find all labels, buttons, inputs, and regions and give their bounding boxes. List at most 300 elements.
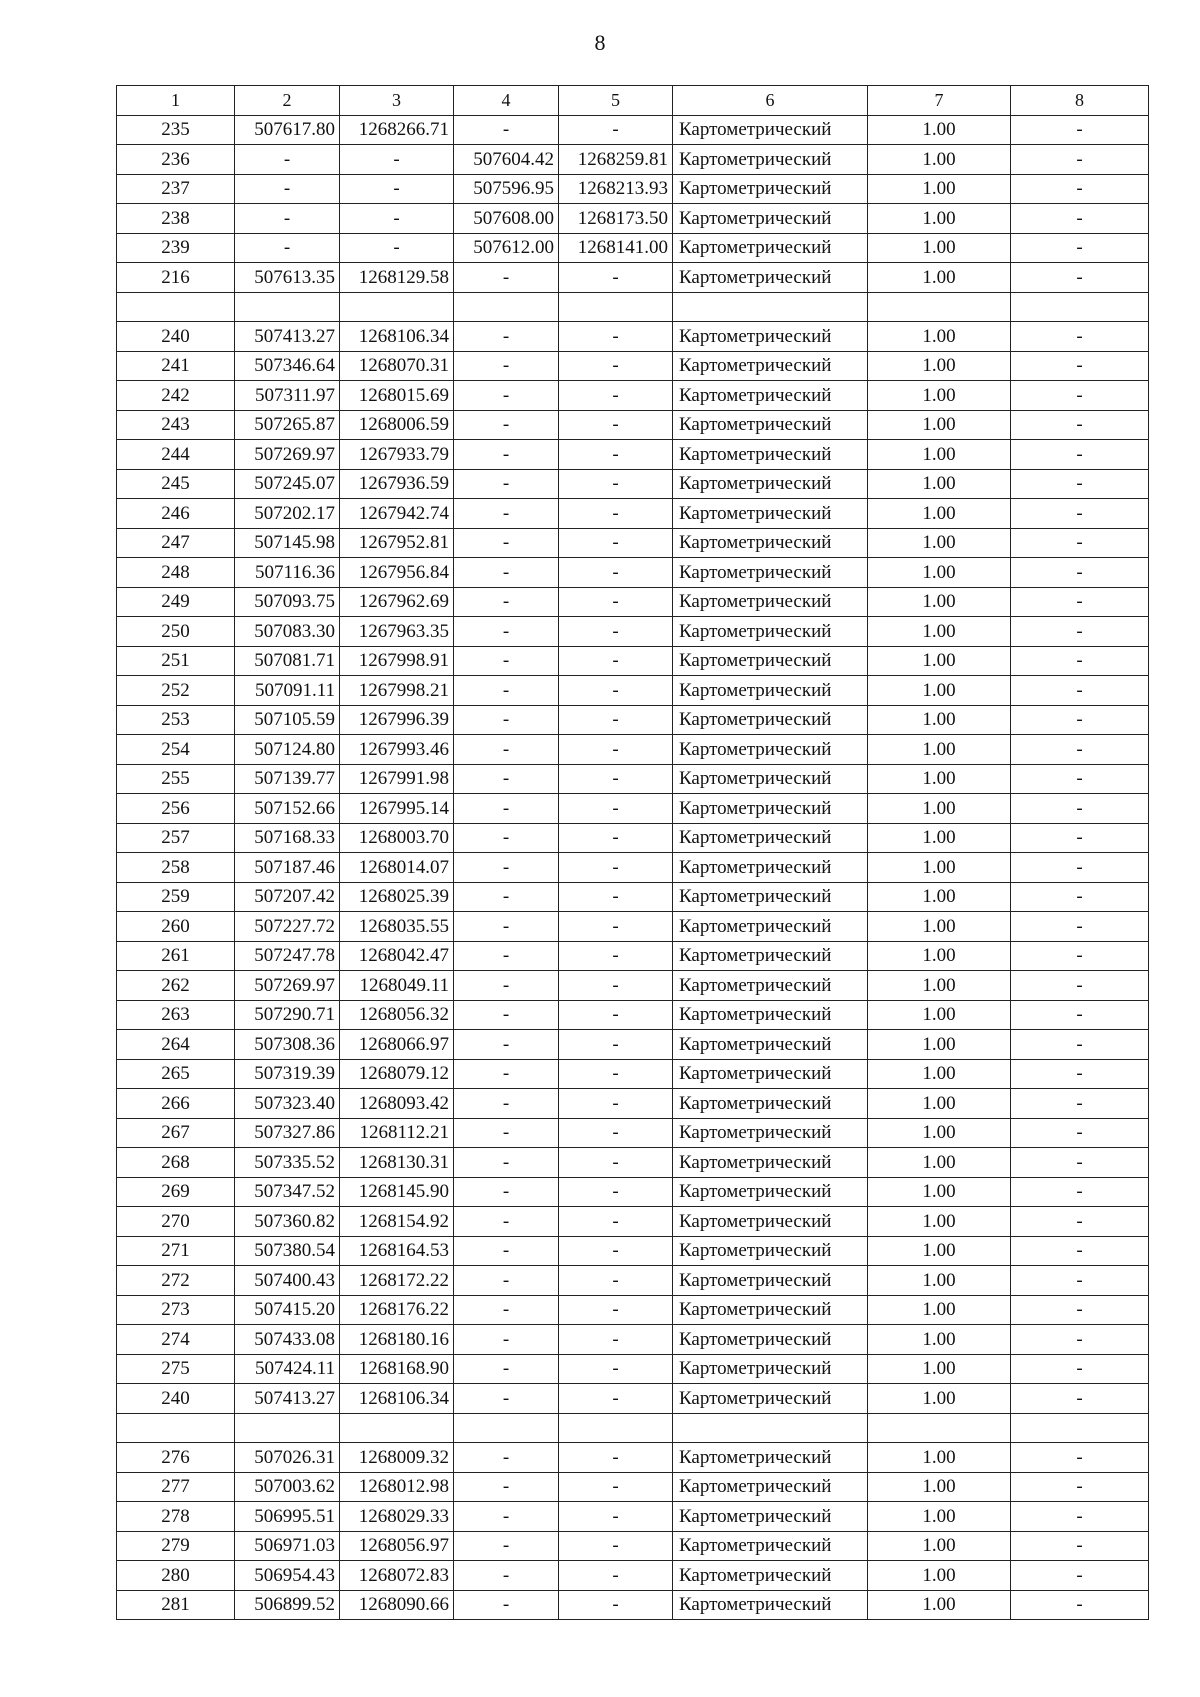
table-cell: - <box>559 1089 673 1119</box>
table-row <box>117 292 1149 322</box>
table-cell: 1268154.92 <box>340 1207 454 1237</box>
table-cell: 252 <box>117 676 235 706</box>
table-cell: - <box>340 233 454 263</box>
table-cell: Картометрический <box>673 764 868 794</box>
table-cell: 1268180.16 <box>340 1325 454 1355</box>
table-cell: 1268130.31 <box>340 1148 454 1178</box>
table-row <box>117 1000 1149 1030</box>
table-row <box>117 735 1149 765</box>
table-cell: - <box>559 1207 673 1237</box>
table-cell: 235 <box>117 115 235 145</box>
table-cell: - <box>454 499 559 529</box>
table-cell: - <box>454 912 559 942</box>
table-cell: - <box>1011 528 1149 558</box>
table-row <box>117 558 1149 588</box>
table-cell: Картометрический <box>673 233 868 263</box>
table-cell: Картометрический <box>673 1177 868 1207</box>
table-cell: 264 <box>117 1030 235 1060</box>
table-row <box>117 794 1149 824</box>
table-cell: - <box>454 1531 559 1561</box>
table-cell: Картометрический <box>673 587 868 617</box>
table-cell: - <box>454 115 559 145</box>
table-cell: - <box>559 1030 673 1060</box>
table-cell: 1.00 <box>868 705 1011 735</box>
table-row <box>117 1207 1149 1237</box>
table-cell: 1268112.21 <box>340 1118 454 1148</box>
table-cell: 1268012.98 <box>340 1472 454 1502</box>
table-cell: 1.00 <box>868 1266 1011 1296</box>
table-cell: 276 <box>117 1443 235 1473</box>
table-row <box>117 1325 1149 1355</box>
table-cell: 506995.51 <box>235 1502 340 1532</box>
table-cell: - <box>559 410 673 440</box>
table-cell: 1.00 <box>868 1295 1011 1325</box>
table-cell: 254 <box>117 735 235 765</box>
table-cell: - <box>454 1325 559 1355</box>
table-cell: 1.00 <box>868 440 1011 470</box>
table-cell: Картометрический <box>673 1443 868 1473</box>
table-cell: 1.00 <box>868 1502 1011 1532</box>
table-cell: 507617.80 <box>235 115 340 145</box>
table-row <box>117 1502 1149 1532</box>
table-cell: Картометрический <box>673 676 868 706</box>
table-cell: - <box>454 705 559 735</box>
table-cell: 1.00 <box>868 1354 1011 1384</box>
table-cell: - <box>454 971 559 1001</box>
table-cell: 1268176.22 <box>340 1295 454 1325</box>
table-cell: 256 <box>117 794 235 824</box>
table-cell: - <box>454 646 559 676</box>
column-header: 2 <box>235 86 340 116</box>
table-cell: - <box>559 1561 673 1591</box>
table-cell: - <box>454 1266 559 1296</box>
table-cell: 507311.97 <box>235 381 340 411</box>
table-cell: - <box>454 1000 559 1030</box>
table-cell: 239 <box>117 233 235 263</box>
table-cell <box>454 292 559 322</box>
table-row <box>117 1590 1149 1620</box>
table-cell: Картометрический <box>673 646 868 676</box>
table-cell: Картометрический <box>673 1502 868 1532</box>
table-cell: 1268003.70 <box>340 823 454 853</box>
table-cell: - <box>1011 587 1149 617</box>
table-cell: 253 <box>117 705 235 735</box>
table-cell: 1.00 <box>868 1325 1011 1355</box>
table-cell: 507433.08 <box>235 1325 340 1355</box>
table-cell: 236 <box>117 145 235 175</box>
table-cell: - <box>454 322 559 352</box>
table-cell: Картометрический <box>673 912 868 942</box>
table-cell: - <box>454 263 559 293</box>
table-cell: 1268009.32 <box>340 1443 454 1473</box>
table-cell: - <box>454 764 559 794</box>
table-cell: 1268035.55 <box>340 912 454 942</box>
column-header: 8 <box>1011 86 1149 116</box>
table-cell: - <box>1011 882 1149 912</box>
table-cell: Картометрический <box>673 1561 868 1591</box>
table-cell: - <box>1011 941 1149 971</box>
table-cell: 507424.11 <box>235 1354 340 1384</box>
table-cell: - <box>340 204 454 234</box>
table-cell: 1267936.59 <box>340 469 454 499</box>
table-cell: - <box>454 1177 559 1207</box>
table-cell: 507152.66 <box>235 794 340 824</box>
table-cell: - <box>454 941 559 971</box>
table-cell <box>117 292 235 322</box>
table-cell: - <box>559 1266 673 1296</box>
table-cell: - <box>454 1502 559 1532</box>
table-cell: - <box>559 1325 673 1355</box>
table-cell: - <box>454 823 559 853</box>
table-cell: 1.00 <box>868 587 1011 617</box>
table-cell: 266 <box>117 1089 235 1119</box>
table-cell: - <box>559 1531 673 1561</box>
table-cell: 507360.82 <box>235 1207 340 1237</box>
table-cell: Картометрический <box>673 1325 868 1355</box>
table-cell: 279 <box>117 1531 235 1561</box>
table-cell: 507269.97 <box>235 971 340 1001</box>
table-cell: 277 <box>117 1472 235 1502</box>
table-cell: Картометрический <box>673 263 868 293</box>
table-cell: - <box>1011 705 1149 735</box>
table-cell: 506971.03 <box>235 1531 340 1561</box>
table-cell: - <box>559 941 673 971</box>
table-cell: - <box>1011 794 1149 824</box>
table-cell: - <box>1011 174 1149 204</box>
table-cell: - <box>559 823 673 853</box>
table-cell: - <box>454 1443 559 1473</box>
table-cell: 1.00 <box>868 115 1011 145</box>
table-cell: - <box>559 1295 673 1325</box>
table-cell: 1267996.39 <box>340 705 454 735</box>
table-cell: - <box>235 204 340 234</box>
table-cell: 238 <box>117 204 235 234</box>
table-cell: 1.00 <box>868 1236 1011 1266</box>
column-header: 7 <box>868 86 1011 116</box>
table-cell: 274 <box>117 1325 235 1355</box>
table-cell: 1268093.42 <box>340 1089 454 1119</box>
table-cell: 1267963.35 <box>340 617 454 647</box>
table-row <box>117 1059 1149 1089</box>
table-cell: 507415.20 <box>235 1295 340 1325</box>
table-row <box>117 587 1149 617</box>
table-cell: 507613.35 <box>235 263 340 293</box>
table-cell: 1.00 <box>868 469 1011 499</box>
table-row <box>117 174 1149 204</box>
table-cell: 1267991.98 <box>340 764 454 794</box>
table-cell: Картометрический <box>673 322 868 352</box>
table-cell: - <box>1011 1207 1149 1237</box>
table-cell: - <box>1011 1325 1149 1355</box>
table-cell: 249 <box>117 587 235 617</box>
table-cell: 1268066.97 <box>340 1030 454 1060</box>
table-cell: - <box>454 1148 559 1178</box>
table-cell: 507335.52 <box>235 1148 340 1178</box>
table-cell: 1267942.74 <box>340 499 454 529</box>
column-header: 1 <box>117 86 235 116</box>
table-cell: 1.00 <box>868 882 1011 912</box>
table-cell: - <box>1011 1472 1149 1502</box>
table-row <box>117 204 1149 234</box>
table-cell <box>559 292 673 322</box>
table-cell: 1268090.66 <box>340 1590 454 1620</box>
table-cell: 1268106.34 <box>340 1384 454 1414</box>
table-cell: 1.00 <box>868 558 1011 588</box>
table-cell: - <box>454 1472 559 1502</box>
table-cell: - <box>559 1000 673 1030</box>
table-cell: Картометрический <box>673 882 868 912</box>
table-cell: 507245.07 <box>235 469 340 499</box>
table-cell: 507083.30 <box>235 617 340 647</box>
table-row <box>117 1266 1149 1296</box>
table-cell: - <box>559 1118 673 1148</box>
table-cell: 1267962.69 <box>340 587 454 617</box>
table-cell: Картометрический <box>673 1207 868 1237</box>
table-cell: - <box>454 617 559 647</box>
table-cell: 1268056.32 <box>340 1000 454 1030</box>
table-cell: - <box>454 1030 559 1060</box>
page-number: 8 <box>594 30 606 55</box>
table-cell: - <box>1011 1236 1149 1266</box>
table-cell: - <box>1011 1030 1149 1060</box>
table-cell: 1.00 <box>868 1384 1011 1414</box>
table-cell: 507091.11 <box>235 676 340 706</box>
table-cell: - <box>1011 1531 1149 1561</box>
table-cell: Картометрический <box>673 1266 868 1296</box>
table-cell: 507265.87 <box>235 410 340 440</box>
table-cell: 1268072.83 <box>340 1561 454 1591</box>
table-cell: 1268014.07 <box>340 853 454 883</box>
table-row <box>117 1531 1149 1561</box>
table-cell: - <box>454 440 559 470</box>
table-cell: - <box>559 528 673 558</box>
table-cell: 507269.97 <box>235 440 340 470</box>
table-cell: Картометрический <box>673 1531 868 1561</box>
table-cell: 1267956.84 <box>340 558 454 588</box>
table-cell: 1.00 <box>868 1207 1011 1237</box>
table-cell: 257 <box>117 823 235 853</box>
table-cell: 250 <box>117 617 235 647</box>
column-header: 6 <box>673 86 868 116</box>
table-cell: - <box>1011 1590 1149 1620</box>
table-cell: 278 <box>117 1502 235 1532</box>
table-cell: 1268079.12 <box>340 1059 454 1089</box>
table-cell: - <box>1011 1354 1149 1384</box>
table-cell: 281 <box>117 1590 235 1620</box>
table-cell: 507323.40 <box>235 1089 340 1119</box>
table-cell: 1268129.58 <box>340 263 454 293</box>
table-cell: Картометрический <box>673 1089 868 1119</box>
table-cell: Картометрический <box>673 1384 868 1414</box>
table-cell: Картометрический <box>673 1000 868 1030</box>
table-cell: Картометрический <box>673 853 868 883</box>
table-cell: - <box>559 646 673 676</box>
table-row <box>117 1030 1149 1060</box>
table-cell: - <box>1011 1148 1149 1178</box>
table-cell: - <box>454 410 559 440</box>
table-cell: - <box>559 882 673 912</box>
table-cell: - <box>1011 1384 1149 1414</box>
table-cell: 263 <box>117 1000 235 1030</box>
table-cell: Картометрический <box>673 705 868 735</box>
table-cell: 1268106.34 <box>340 322 454 352</box>
table-cell: - <box>1011 617 1149 647</box>
table-cell: - <box>454 1295 559 1325</box>
table-cell: 1.00 <box>868 410 1011 440</box>
table-cell: Картометрический <box>673 1472 868 1502</box>
table-row <box>117 1413 1149 1443</box>
table-row <box>117 646 1149 676</box>
table-cell: 507105.59 <box>235 705 340 735</box>
table-cell <box>1011 1413 1149 1443</box>
table-cell: - <box>559 764 673 794</box>
table-cell: - <box>559 381 673 411</box>
table-cell: 1.00 <box>868 145 1011 175</box>
table-cell: Картометрический <box>673 1059 868 1089</box>
table-cell: 506954.43 <box>235 1561 340 1591</box>
table-cell: 240 <box>117 322 235 352</box>
table-cell: 507612.00 <box>454 233 559 263</box>
table-cell: - <box>559 115 673 145</box>
table-cell: 507168.33 <box>235 823 340 853</box>
table-cell <box>340 292 454 322</box>
table-cell: 507380.54 <box>235 1236 340 1266</box>
table-cell <box>673 292 868 322</box>
table-cell: - <box>1011 1000 1149 1030</box>
table-cell: 1268168.90 <box>340 1354 454 1384</box>
table-row <box>117 1295 1149 1325</box>
table-cell: Картометрический <box>673 115 868 145</box>
table-cell: 1268006.59 <box>340 410 454 440</box>
table-cell: 1268145.90 <box>340 1177 454 1207</box>
table-cell: 507308.36 <box>235 1030 340 1060</box>
table-cell: 241 <box>117 351 235 381</box>
table-row <box>117 440 1149 470</box>
table-cell: - <box>454 1236 559 1266</box>
table-cell: - <box>559 1472 673 1502</box>
table-cell: - <box>1011 823 1149 853</box>
table-cell: 507346.64 <box>235 351 340 381</box>
table-row <box>117 1118 1149 1148</box>
table-row <box>117 1148 1149 1178</box>
table-cell: 1.00 <box>868 1148 1011 1178</box>
table-cell: - <box>1011 1561 1149 1591</box>
table-cell: - <box>559 351 673 381</box>
table-row <box>117 351 1149 381</box>
table-cell: 1267993.46 <box>340 735 454 765</box>
table-cell: 262 <box>117 971 235 1001</box>
table-cell: - <box>1011 1502 1149 1532</box>
table-row <box>117 528 1149 558</box>
table-cell: - <box>454 1354 559 1384</box>
table-cell: 242 <box>117 381 235 411</box>
table-cell: 1.00 <box>868 1472 1011 1502</box>
table-cell: Картометрический <box>673 1030 868 1060</box>
table-cell: 240 <box>117 1384 235 1414</box>
table-cell: - <box>559 617 673 647</box>
table-cell: Картометрический <box>673 381 868 411</box>
table-cell: 507116.36 <box>235 558 340 588</box>
table-cell: 1.00 <box>868 1118 1011 1148</box>
table-cell: - <box>559 1384 673 1414</box>
table-cell: 507608.00 <box>454 204 559 234</box>
table-cell: 507026.31 <box>235 1443 340 1473</box>
table-cell: 246 <box>117 499 235 529</box>
table-cell: - <box>559 263 673 293</box>
table-cell: 237 <box>117 174 235 204</box>
table-cell: - <box>559 735 673 765</box>
table-cell: - <box>1011 646 1149 676</box>
table-cell: - <box>559 440 673 470</box>
table-cell: 507319.39 <box>235 1059 340 1089</box>
table-cell: - <box>1011 1443 1149 1473</box>
table-cell: - <box>1011 912 1149 942</box>
table-cell: 507227.72 <box>235 912 340 942</box>
table-cell: 1268042.47 <box>340 941 454 971</box>
table-row <box>117 499 1149 529</box>
table-cell: 1.00 <box>868 351 1011 381</box>
table-cell: Картометрический <box>673 145 868 175</box>
table-cell: - <box>235 233 340 263</box>
table-cell: - <box>1011 1177 1149 1207</box>
table-cell: 1268259.81 <box>559 145 673 175</box>
table-cell: 245 <box>117 469 235 499</box>
table-cell: 1268015.69 <box>340 381 454 411</box>
table-cell: 267 <box>117 1118 235 1148</box>
table-cell: 1267995.14 <box>340 794 454 824</box>
table-cell: Картометрический <box>673 1590 868 1620</box>
table-cell: 1.00 <box>868 735 1011 765</box>
table-cell: - <box>1011 145 1149 175</box>
table-cell: - <box>559 1590 673 1620</box>
table-cell: 1268056.97 <box>340 1531 454 1561</box>
table-cell: 248 <box>117 558 235 588</box>
table-cell: - <box>454 381 559 411</box>
table-row <box>117 263 1149 293</box>
table-cell: Картометрический <box>673 1236 868 1266</box>
table-cell: 1.00 <box>868 1000 1011 1030</box>
table-row <box>117 145 1149 175</box>
table-cell: - <box>454 351 559 381</box>
table-cell: - <box>454 1089 559 1119</box>
table-cell: - <box>559 1502 673 1532</box>
table-cell: 243 <box>117 410 235 440</box>
table-cell <box>117 1413 235 1443</box>
table-cell: 261 <box>117 941 235 971</box>
table-cell: 1267998.91 <box>340 646 454 676</box>
table-cell: - <box>1011 1089 1149 1119</box>
table-cell: - <box>559 1443 673 1473</box>
table-row <box>117 676 1149 706</box>
table-cell: 507413.27 <box>235 1384 340 1414</box>
table-cell: 280 <box>117 1561 235 1591</box>
table-cell: - <box>454 882 559 912</box>
table-row <box>117 1472 1149 1502</box>
table-cell <box>673 1413 868 1443</box>
table-cell: - <box>1011 322 1149 352</box>
table-cell: - <box>454 1059 559 1089</box>
table-cell: - <box>454 1561 559 1591</box>
table-cell: - <box>1011 735 1149 765</box>
table-cell: 506899.52 <box>235 1590 340 1620</box>
table-cell: - <box>235 145 340 175</box>
table-cell: 507604.42 <box>454 145 559 175</box>
table-cell: Картометрический <box>673 1295 868 1325</box>
table-cell: - <box>559 705 673 735</box>
table-cell: 1.00 <box>868 263 1011 293</box>
table-cell: Картометрический <box>673 174 868 204</box>
table-cell: - <box>559 469 673 499</box>
